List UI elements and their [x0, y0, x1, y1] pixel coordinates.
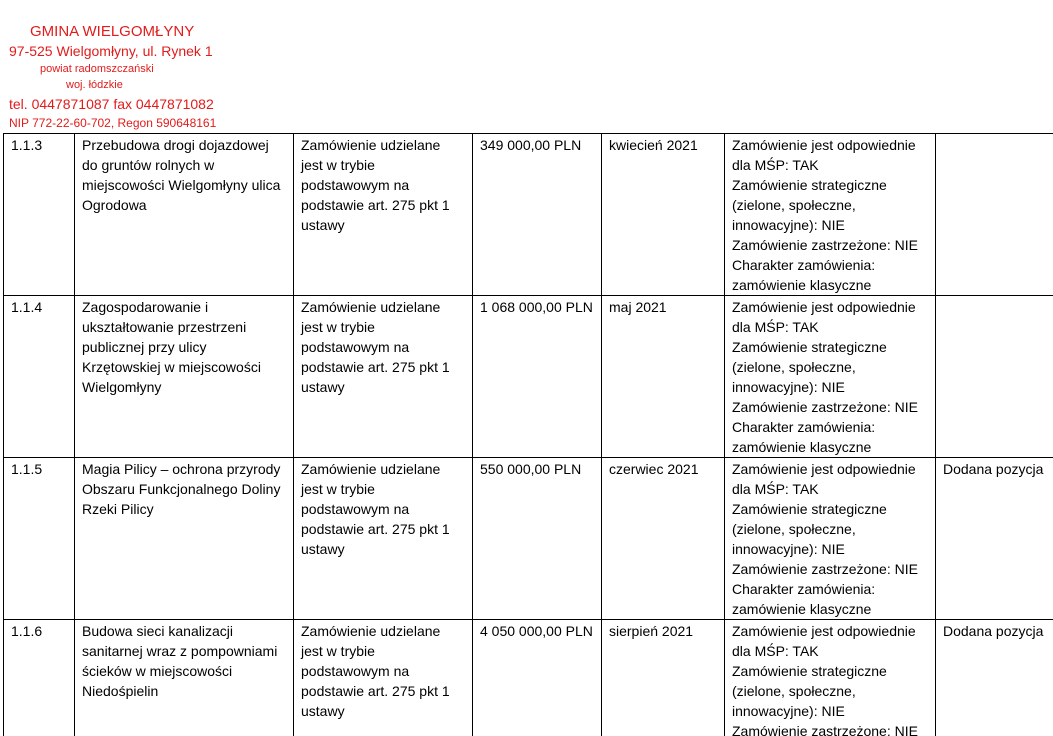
- row-note: [936, 296, 1053, 458]
- row-attributes: [725, 296, 936, 458]
- row-number: 1.1.5: [4, 458, 75, 620]
- attr-reserved: Zamówienie zastrzeżone: NIE: [732, 561, 918, 577]
- attr-msp: Zamówienie jest odpowiednie dla MŚP: TAK: [732, 623, 916, 659]
- row-value: 550 000,00 PLN: [473, 458, 602, 620]
- table-row: [4, 296, 1053, 458]
- row-mode: Zamówienie udzielane jest w trybie podstawowym na podstawie art. 275 pkt 1 ustawy: [294, 458, 473, 620]
- row-note: [936, 134, 1053, 296]
- row-date: sierpień 2021: [602, 620, 725, 736]
- row-mode: Zamówienie udzielane jest w trybie podstawowym na podstawie art. 275 pkt 1 ustawy: [294, 134, 473, 296]
- municipality-address: 97-525 Wielgomłyny, ul. Rynek 1: [9, 43, 213, 59]
- row-attributes: [725, 458, 936, 620]
- row-value: 349 000,00 PLN: [473, 134, 602, 296]
- attr-character: Charakter zamówienia: zamówienie klasyczne: [732, 419, 876, 455]
- row-date: czerwiec 2021: [602, 458, 725, 620]
- municipality-voivodeship: woj. łódzkie: [66, 79, 123, 91]
- municipality-phone: tel. 0447871087 fax 0447871082: [9, 96, 214, 112]
- row-subject: Przebudowa drogi dojazdowej do gruntów rolnych w miejscowości Wielgomłyny ulica Ogrodowa: [75, 134, 294, 296]
- row-value: 1 068 000,00 PLN: [473, 296, 602, 458]
- row-value: 4 050 000,00 PLN: [473, 620, 602, 736]
- row-subject: Budowa sieci kanalizacji sanitarnej wraz z pompowniami ścieków w miejscowości Niedośpielin: [75, 620, 294, 736]
- row-number: 1.1.4: [4, 296, 75, 458]
- attr-msp: Zamówienie jest odpowiednie dla MŚP: TAK: [732, 299, 916, 335]
- attr-character: Charakter zamówienia: zamówienie klasyczne: [732, 257, 876, 293]
- row-number: 1.1.3: [4, 134, 75, 296]
- attr-msp: Zamówienie jest odpowiednie dla MŚP: TAK: [732, 461, 916, 497]
- attr-reserved: Zamówienie zastrzeżone: NIE: [732, 237, 918, 253]
- row-date: maj 2021: [602, 296, 725, 458]
- municipality-nip-regon: NIP 772-22-60-702, Regon 590648161: [9, 116, 217, 130]
- table-row: [4, 620, 1053, 736]
- row-note: Dodana pozycja: [936, 620, 1053, 736]
- municipality-powiat: powiat radomszczański: [40, 63, 154, 75]
- attr-character: Charakter zamówienia: zamówienie klasyczne: [732, 581, 876, 617]
- attr-strategic: Zamówienie strategiczne (zielone, społeczne, innowacyjne): NIE: [732, 339, 887, 395]
- attr-strategic: Zamówienie strategiczne (zielone, społeczne, innowacyjne): NIE: [732, 501, 887, 557]
- table-row: [4, 458, 1053, 620]
- row-attributes: [725, 134, 936, 296]
- row-subject: Zagospodarowanie i ukształtowanie przestrzeni publicznej przy ulicy Krzętowskiej w miejscowości Wielgomłyny: [75, 296, 294, 458]
- row-date: kwiecień 2021: [602, 134, 725, 296]
- attr-reserved: Zamówienie zastrzeżone: NIE: [732, 399, 918, 415]
- attr-strategic: Zamówienie strategiczne (zielone, społeczne, innowacyjne): NIE: [732, 177, 887, 233]
- attr-strategic: Zamówienie strategiczne (zielone, społeczne, innowacyjne): NIE: [732, 663, 887, 719]
- attr-msp: Zamówienie jest odpowiednie dla MŚP: TAK: [732, 137, 916, 173]
- row-mode: Zamówienie udzielane jest w trybie podstawowym na podstawie art. 275 pkt 1 ustawy: [294, 620, 473, 736]
- row-number: 1.1.6: [4, 620, 75, 736]
- attr-reserved: Zamówienie zastrzeżone: NIE: [732, 723, 918, 736]
- municipality-name: GMINA WIELGOMŁYNY: [30, 23, 195, 40]
- row-note: Dodana pozycja: [936, 458, 1053, 620]
- row-mode: Zamówienie udzielane jest w trybie podstawowym na podstawie art. 275 pkt 1 ustawy: [294, 296, 473, 458]
- row-attributes: [725, 620, 936, 736]
- procurement-table: [3, 133, 1053, 736]
- row-subject: Magia Pilicy – ochrona przyrody Obszaru Funkcjonalnego Doliny Rzeki Pilicy: [75, 458, 294, 620]
- table-row: [4, 134, 1053, 296]
